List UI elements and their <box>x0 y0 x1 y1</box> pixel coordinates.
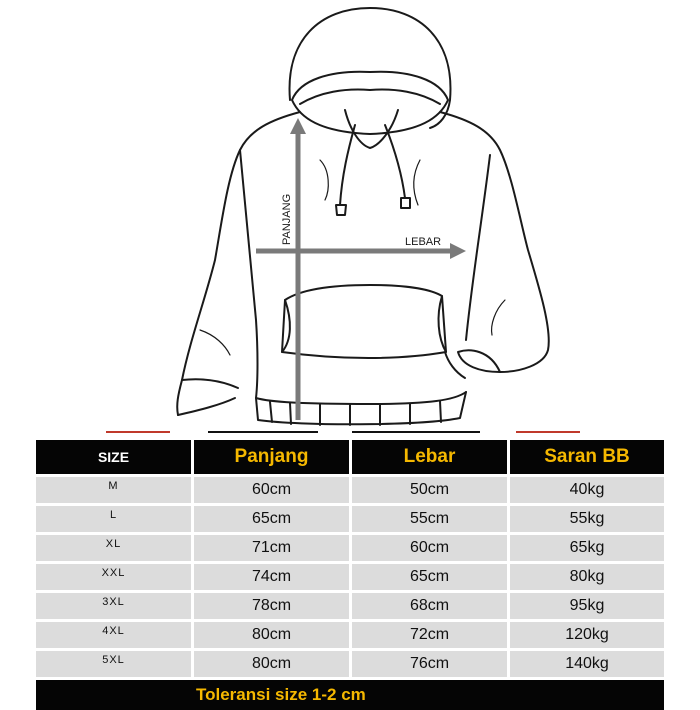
cell-panjang: 65cm <box>194 506 349 532</box>
cell-lebar: 76cm <box>352 651 507 677</box>
drawstring-right <box>385 125 405 198</box>
table-row <box>36 564 664 590</box>
drawstring-left <box>340 125 355 205</box>
cell-lebar: 68cm <box>352 593 507 619</box>
cell-saran-bb: 140kg <box>510 651 664 677</box>
cell-panjang: 60cm <box>194 477 349 503</box>
tolerance-footer <box>36 680 664 710</box>
cell-saran-bb: 65kg <box>510 535 664 561</box>
table-header <box>36 440 664 474</box>
divider-black-left <box>208 431 318 433</box>
cell-size: 3XL <box>36 593 191 619</box>
tolerance-note: Toleransi size 1-2 cm <box>196 685 366 704</box>
hood-opening <box>292 72 448 134</box>
kangaroo-pocket <box>282 285 446 358</box>
table-row <box>36 477 664 503</box>
header-saran-bb: Saran BB <box>510 440 664 474</box>
table-row <box>36 651 664 677</box>
cell-lebar: 65cm <box>352 564 507 590</box>
cell-size: XXL <box>36 564 191 590</box>
cell-panjang: 71cm <box>194 535 349 561</box>
cell-lebar: 72cm <box>352 622 507 648</box>
cell-panjang: 74cm <box>194 564 349 590</box>
table-row <box>36 506 664 532</box>
table-row <box>36 593 664 619</box>
cell-size: 4XL <box>36 622 191 648</box>
hood-outline <box>290 8 451 128</box>
cell-size: M <box>36 477 191 503</box>
cell-lebar: 50cm <box>352 477 507 503</box>
length-label: PANJANG <box>281 193 293 245</box>
cell-size: XL <box>36 535 191 561</box>
cell-panjang: 80cm <box>194 622 349 648</box>
divider-red-left <box>106 431 170 433</box>
cell-saran-bb: 120kg <box>510 622 664 648</box>
divider-black-right <box>352 431 480 433</box>
cell-size: 5XL <box>36 651 191 677</box>
length-arrow-head <box>290 118 306 134</box>
cell-lebar: 60cm <box>352 535 507 561</box>
cell-saran-bb: 80kg <box>510 564 664 590</box>
body-left <box>177 112 300 415</box>
table-row <box>36 622 664 648</box>
divider-red-right <box>516 431 580 433</box>
body-right <box>440 112 549 372</box>
width-label: LEBAR <box>405 236 442 248</box>
table-row <box>36 535 664 561</box>
cell-saran-bb: 95kg <box>510 593 664 619</box>
cell-lebar: 55cm <box>352 506 507 532</box>
cell-panjang: 80cm <box>194 651 349 677</box>
width-arrow-head <box>450 243 466 259</box>
header-panjang: Panjang <box>194 440 349 474</box>
cell-saran-bb: 40kg <box>510 477 664 503</box>
cell-panjang: 78cm <box>194 593 349 619</box>
header-size: SIZE <box>36 440 191 474</box>
cell-saran-bb: 55kg <box>510 506 664 532</box>
header-lebar: Lebar <box>352 440 507 474</box>
cell-size: L <box>36 506 191 532</box>
size-chart-table <box>36 440 664 710</box>
